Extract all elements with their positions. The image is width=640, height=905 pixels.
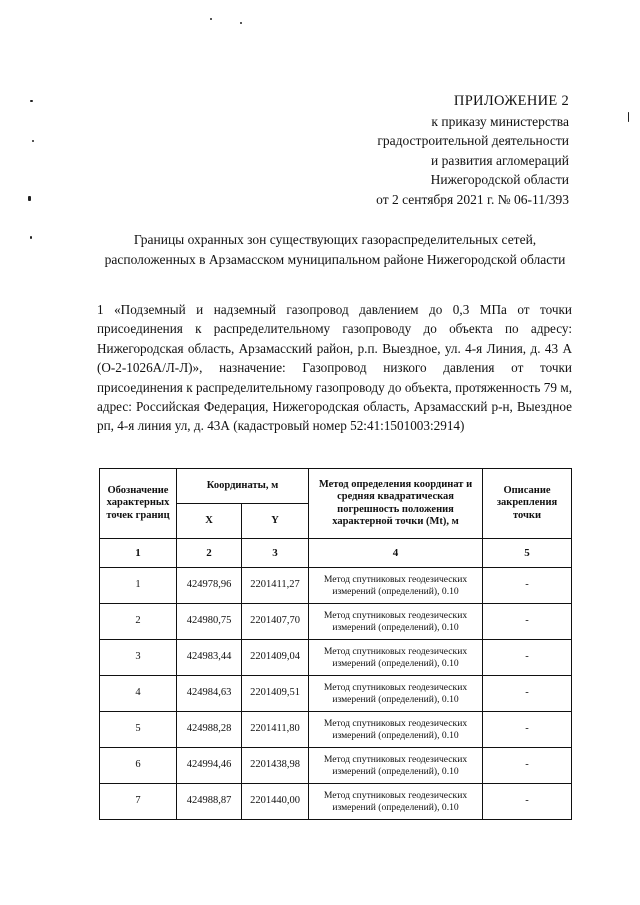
column-number: 5 — [483, 539, 572, 568]
scan-speck — [32, 140, 34, 142]
column-number: 1 — [100, 539, 177, 568]
header-fixing-description: Описание закрепления точки — [483, 469, 572, 539]
column-number: 3 — [242, 539, 309, 568]
header-method: Метод определения координат и средняя квадратическая погрешность положения характерной точки (Мt), м — [309, 469, 483, 539]
y-cell: 2201411,80 — [242, 712, 309, 748]
appendix-line: Нижегородской области — [430, 172, 569, 187]
scan-speck — [628, 112, 629, 122]
document-title: Границы охранных зон существующих газораспределительных сетей, расположенных в Арзамасском муниципальном районе Нижегородской области — [104, 232, 566, 267]
x-cell: 424988,28 — [177, 712, 242, 748]
method-cell: Метод спутниковых геодезических измерений (определений), 0.10 — [309, 712, 483, 748]
method-cell: Метод спутниковых геодезических измерений (определений), 0.10 — [309, 676, 483, 712]
coordinates-table — [99, 468, 572, 820]
scan-speck — [28, 196, 31, 201]
x-cell: 424983,44 — [177, 640, 242, 676]
point-cell: 1 — [100, 568, 177, 604]
method-cell: Метод спутниковых геодезических измерений (определений), 0.10 — [309, 640, 483, 676]
appendix-line: и развития агломераций — [430, 152, 569, 168]
appendix-line: градостроительной деятельности — [377, 133, 569, 148]
method-cell: Метод спутниковых геодезических измерений (определений), 0.10 — [309, 784, 483, 820]
header-point-designation: Обозначение характерных точек границ — [100, 469, 177, 539]
column-number: 2 — [177, 539, 242, 568]
table-row — [100, 712, 572, 748]
fixing-cell: - — [483, 748, 572, 784]
table-row — [100, 568, 572, 604]
point-cell: 7 — [100, 784, 177, 820]
object-description: 1 «Подземный и надземный газопровод давлением до 0,3 МПа от точки присоединения к распределительному газопроводу до объекта по адресу: Нижегородская область, Арзамасский район, р.п. Выездное, ул. 4-я Линия, д. 43 А (О-2-1026А/Л-Л)», назначение: Газопровод низкого давления от точки присоединения к распределительному газопроводу до объекта, протяженность 79 м, адрес: Российская Федерация, Нижегородская область, Арзамасский р-н, Выездное рп, 4-я линия ул, д. 43А (кадастровый номер 52:41:1501003:2914) — [97, 302, 572, 434]
header-coordinates: Координаты, м — [177, 469, 309, 504]
y-cell: 2201409,51 — [242, 676, 309, 712]
column-number-row — [100, 539, 572, 568]
table-row — [100, 748, 572, 784]
x-cell: 424994,46 — [177, 748, 242, 784]
x-cell: 424984,63 — [177, 676, 242, 712]
x-cell: 424980,75 — [177, 604, 242, 640]
table-row — [100, 640, 572, 676]
fixing-cell: - — [483, 784, 572, 820]
fixing-cell: - — [483, 568, 572, 604]
y-cell: 2201407,70 — [242, 604, 309, 640]
appendix-line: к приказу министерства — [431, 113, 569, 129]
x-cell: 424978,96 — [177, 568, 242, 604]
point-cell: 6 — [100, 748, 177, 784]
scan-speck — [30, 100, 33, 102]
y-cell: 2201440,00 — [242, 784, 309, 820]
point-cell: 4 — [100, 676, 177, 712]
fixing-cell: - — [483, 712, 572, 748]
table-row — [100, 784, 572, 820]
table-row — [100, 604, 572, 640]
column-number: 4 — [309, 539, 483, 568]
appendix-heading: ПРИЛОЖЕНИЕ 2 — [453, 93, 569, 109]
method-cell: Метод спутниковых геодезических измерений (определений), 0.10 — [309, 568, 483, 604]
y-cell: 2201438,98 — [242, 748, 309, 784]
scan-speck — [240, 22, 242, 24]
fixing-cell: - — [483, 676, 572, 712]
method-cell: Метод спутниковых геодезических измерений (определений), 0.10 — [309, 748, 483, 784]
fixing-cell: - — [483, 604, 572, 640]
header-y: Y — [242, 504, 309, 539]
method-cell: Метод спутниковых геодезических измерений (определений), 0.10 — [309, 604, 483, 640]
point-cell: 5 — [100, 712, 177, 748]
x-cell: 424988,87 — [177, 784, 242, 820]
appendix-block — [309, 92, 569, 209]
point-cell: 3 — [100, 640, 177, 676]
table-row — [100, 676, 572, 712]
scan-speck — [210, 18, 212, 20]
point-cell: 2 — [100, 604, 177, 640]
fixing-cell: - — [483, 640, 572, 676]
y-cell: 2201411,27 — [242, 568, 309, 604]
y-cell: 2201409,04 — [242, 640, 309, 676]
scan-speck — [30, 236, 32, 239]
header-x: X — [177, 504, 242, 539]
appendix-line: от 2 сентября 2021 г. № 06-11/393 — [376, 191, 569, 207]
